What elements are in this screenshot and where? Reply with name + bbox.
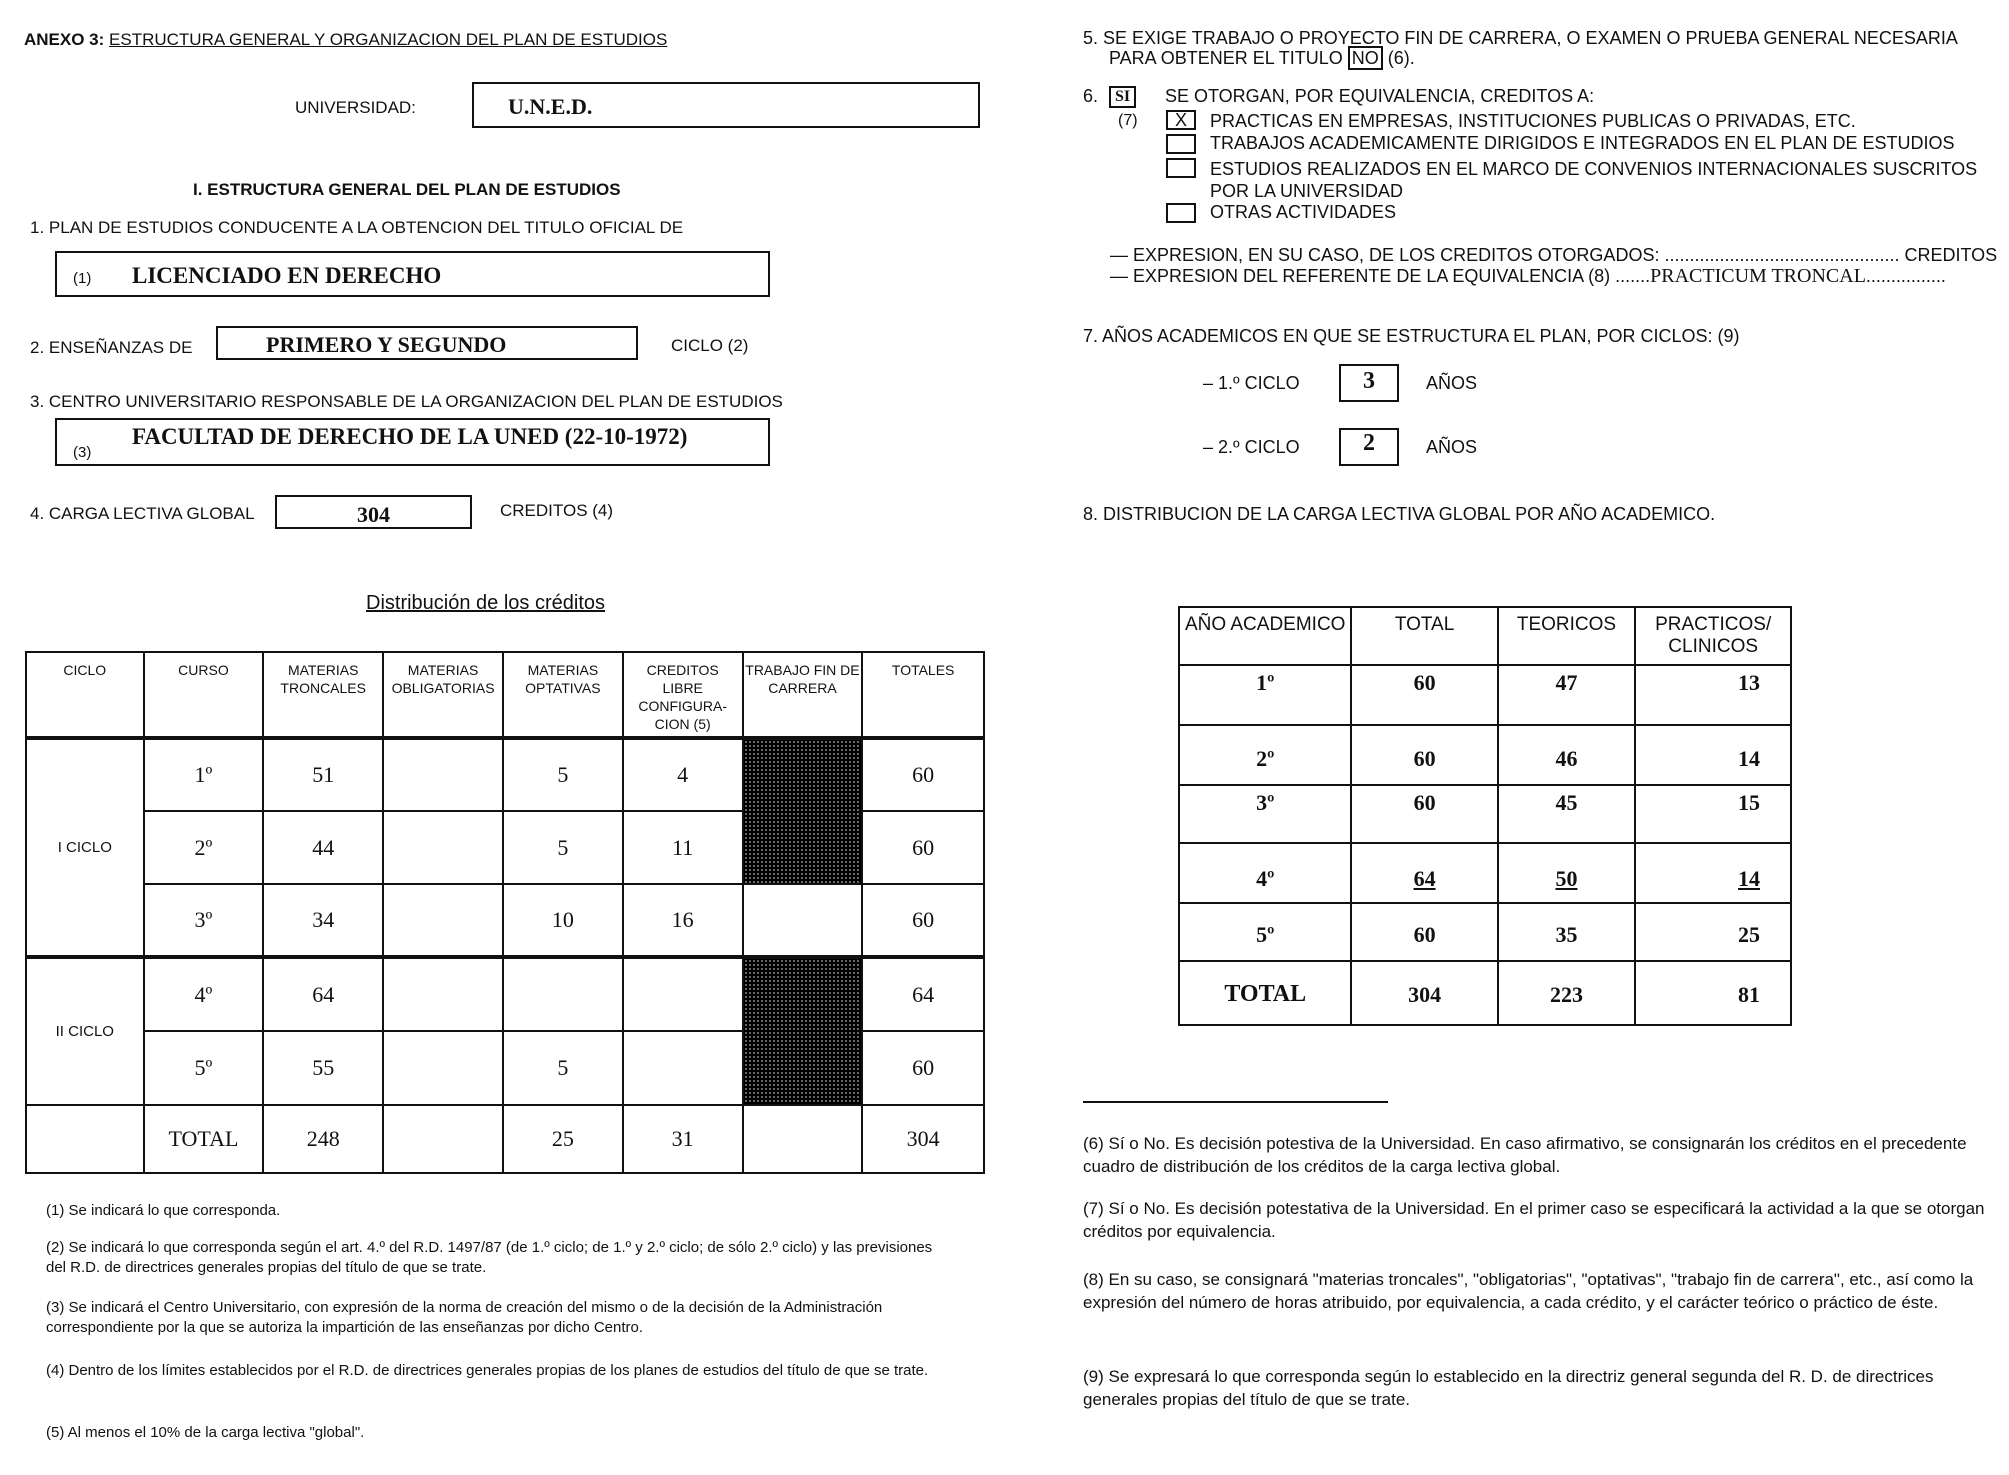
cell-total: 60 (1351, 725, 1497, 785)
dist-h-ciclo: CICLO (26, 652, 144, 738)
cell-libre: 4 (623, 738, 743, 811)
anos-h-teoricos: TEORICOS (1498, 607, 1636, 665)
cell-total: 304 (1351, 961, 1497, 1025)
dist-h-totales: TOTALES (862, 652, 984, 738)
cell-optativas: 25 (503, 1105, 623, 1173)
cell-ano: 3º (1179, 785, 1351, 843)
cell-libre: 16 (623, 884, 743, 957)
table-row (1179, 725, 1791, 785)
cell-ano: TOTAL (1179, 961, 1351, 1025)
cell-curso: 2º (144, 811, 264, 884)
cell-teoricos: 50 (1498, 843, 1636, 903)
cell-troncales: 248 (263, 1105, 383, 1173)
ensenanzas-field (216, 326, 638, 360)
anos-h-total: TOTAL (1351, 607, 1497, 665)
anos-h-ano: AÑO ACADEMICO (1179, 607, 1351, 665)
option-estudios: ESTUDIOS REALIZADOS EN EL MARCO DE CONVENIOS INTERNACIONALES SUSCRITOS POR LA UNIVERSIDAD (1210, 159, 1978, 201)
cell-troncales: 51 (263, 738, 383, 811)
note-left-5: (5) Al menos el 10% de la carga lectiva "global". (46, 1424, 365, 1441)
dist-header-row (26, 652, 984, 738)
cell-optativas: 5 (503, 738, 623, 811)
item5-value: NO (1348, 46, 1383, 70)
checkbox-otras (1166, 203, 1196, 223)
cell-troncales: 55 (263, 1031, 383, 1105)
dist-title: Distribución de los créditos (366, 592, 605, 614)
note-right-9: (9) Se expresará lo que corresponda según lo establecido en la directriz general segunda del R. D. de directrices generales propias del título de que se trate. (1083, 1367, 1934, 1409)
titulo-field (55, 251, 770, 297)
note-left-4: (4) Dentro de los límites establecidos por el R.D. de directrices generales propias de los planes de estudios del título de que se trate. (46, 1362, 929, 1379)
expr-referente-value: PRACTICUM TRONCAL (1650, 265, 1866, 287)
note-left-1: (1) Se indicará lo que corresponda. (46, 1202, 281, 1219)
note-left-2: (2) Se indicará lo que corresponda según el art. 4.º del R.D. 1497/87 (de 1.º ciclo; de 1.º y 2.º ciclo; de sólo 2.º ciclo) y las previsiones del R.D. de directrices generales propias del título de que se trate. (46, 1239, 933, 1276)
section-title: I. ESTRUCTURA GENERAL DEL PLAN DE ESTUDIOS (193, 180, 621, 199)
note-right-7: (7) Sí o No. Es decisión potestativa de la Universidad. En el primer caso se especificará la actividad a la que se otorgan créditos por equivalencia. (1083, 1199, 1985, 1241)
centro-ref: (3) (73, 444, 92, 461)
footnote-divider (1083, 1101, 1388, 1103)
cell-totales: 60 (862, 884, 984, 957)
cell-obligatorias (383, 1031, 503, 1105)
cell-practicos: 14 (1635, 725, 1791, 785)
cell-libre: 11 (623, 811, 743, 884)
cell-ano: 4º (1179, 843, 1351, 903)
cell-ano: 5º (1179, 903, 1351, 961)
table-row (1179, 843, 1791, 903)
ciclo1-years (1339, 364, 1399, 402)
ciclo1-label: – 1.º CICLO (1203, 373, 1300, 393)
cell-obligatorias (383, 738, 503, 811)
item4-suffix: CREDITOS (4) (500, 501, 614, 520)
option-trabajos: TRABAJOS ACADEMICAMENTE DIRIGIDOS E INTEGRADOS EN EL PLAN DE ESTUDIOS (1210, 133, 1955, 153)
centro-value: FACULTAD DE DERECHO DE LA UNED (22-10-1972) (132, 424, 688, 449)
checkbox-trabajos (1166, 134, 1196, 154)
carga-value: 304 (357, 502, 390, 527)
cell-curso: 1º (144, 738, 264, 811)
expr-creditos: — EXPRESION, EN SU CASO, DE LOS CREDITOS OTORGADOS: ............................................... CREDITOS (1110, 245, 1998, 265)
anexo-title: ESTRUCTURA GENERAL Y ORGANIZACION DEL PLAN DE ESTUDIOS (109, 30, 668, 49)
table-total-row (1179, 961, 1791, 1025)
cell-total: 60 (1351, 903, 1497, 961)
ciclo2-years (1339, 428, 1399, 466)
item5-line1: 5. SE EXIGE TRABAJO O PROYECTO FIN DE CARRERA, O EXAMEN O PRUEBA GENERAL NECESARIA (1083, 28, 1958, 48)
cell-practicos: 14 (1635, 843, 1791, 903)
cell-total-label: TOTAL (144, 1105, 264, 1173)
titulo-value: LICENCIADO EN DERECHO (132, 263, 442, 288)
ciclo2-value: 2 (1363, 430, 1375, 456)
cell-practicos: 25 (1635, 903, 1791, 961)
cell-optativas: 5 (503, 811, 623, 884)
anexo-label: ANEXO 3: (24, 30, 105, 49)
cell-totales: 64 (862, 957, 984, 1031)
table-row (26, 884, 984, 957)
dist-h-trabajo: TRABAJO FIN DE CARRERA (743, 652, 863, 738)
table-total-row (26, 1105, 984, 1173)
dist-h-troncales: MATERIAS TRONCALES (263, 652, 383, 738)
universidad-value: U.N.E.D. (508, 94, 593, 119)
cell-totales: 60 (862, 811, 984, 884)
item7-text: 7. AÑOS ACADEMICOS EN QUE SE ESTRUCTURA EL PLAN, POR CICLOS: (9) (1083, 326, 1740, 346)
cell-libre (623, 1031, 743, 1105)
cell-obligatorias (383, 957, 503, 1031)
cell-totales: 304 (862, 1105, 984, 1173)
table-row (26, 738, 984, 811)
cell-totales: 60 (862, 738, 984, 811)
cell-libre: 31 (623, 1105, 743, 1173)
cell-curso: 5º (144, 1031, 264, 1105)
checkbox-practicas: X (1166, 110, 1196, 130)
cell-teoricos: 46 (1498, 725, 1636, 785)
cell-trabajo-shaded (743, 957, 863, 1105)
table-row (26, 957, 984, 1031)
cell-ano: 1º (1179, 665, 1351, 725)
item3-text: 3. CENTRO UNIVERSITARIO RESPONSABLE DE LA ORGANIZACION DEL PLAN DE ESTUDIOS (30, 392, 783, 411)
titulo-ref: (1) (73, 270, 92, 287)
cell-teoricos: 45 (1498, 785, 1636, 843)
distribucion-table (25, 651, 985, 1174)
table-row (1179, 665, 1791, 725)
item1-text: 1. PLAN DE ESTUDIOS CONDUCENTE A LA OBTENCION DEL TITULO OFICIAL DE (30, 218, 684, 237)
anos-header-row (1179, 607, 1791, 665)
checkbox-estudios (1166, 158, 1196, 178)
item5-label: PARA OBTENER EL TITULO (1109, 48, 1343, 68)
cell-practicos: 81 (1635, 961, 1791, 1025)
cell-practicos: 15 (1635, 785, 1791, 843)
universidad-field (472, 82, 980, 128)
dist-h-obligatorias: MATERIAS OBLIGATORIAS (383, 652, 503, 738)
cell-trabajo (743, 884, 863, 957)
item8-text: 8. DISTRIBUCION DE LA CARGA LECTIVA GLOBAL POR AÑO ACADEMICO. (1083, 504, 1716, 524)
table-row (1179, 903, 1791, 961)
ciclo-2: II CICLO (26, 957, 144, 1105)
cell-empty (26, 1105, 144, 1173)
cell-practicos: 13 (1635, 665, 1791, 725)
ciclo-1: I CICLO (26, 738, 144, 957)
item6-label: SE OTORGAN, POR EQUIVALENCIA, CREDITOS A: (1165, 86, 1595, 106)
expr-referente: — EXPRESION DEL REFERENTE DE LA EQUIVALENCIA (8) .......PRACTICUM TRONCAL................ (1110, 265, 1946, 287)
carga-field (275, 495, 472, 529)
anos-h-practicos: PRACTICOS/ CLINICOS (1635, 607, 1791, 665)
ciclo2-label: – 2.º CICLO (1203, 437, 1300, 457)
ciclo1-unit: AÑOS (1426, 373, 1478, 393)
cell-troncales: 44 (263, 811, 383, 884)
item4-label: 4. CARGA LECTIVA GLOBAL (30, 504, 255, 523)
note-right-6: (6) Sí o No. Es decisión potestiva de la Universidad. En caso afirmativo, se consignarán los créditos en el precedente cuadro de distribución de los créditos de la carga lectiva global. (1083, 1134, 1967, 1176)
anexo-heading (24, 30, 667, 50)
anos-table (1178, 606, 1792, 1026)
item6-num: 6. (1083, 86, 1099, 106)
expr-referente-label: — EXPRESION DEL REFERENTE DE LA EQUIVALENCIA (8) ....... (1110, 266, 1651, 286)
ensenanzas-value: PRIMERO Y SEGUNDO (266, 332, 507, 357)
item5-line2 (1109, 48, 1415, 69)
cell-optativas (503, 957, 623, 1031)
table-row (1179, 785, 1791, 843)
cell-curso: 4º (144, 957, 264, 1031)
option-practicas: PRACTICAS EN EMPRESAS, INSTITUCIONES PUBLICAS O PRIVADAS, ETC. (1210, 111, 1856, 131)
cell-teoricos: 223 (1498, 961, 1636, 1025)
cell-curso: 3º (144, 884, 264, 957)
note-left-3: (3) Se indicará el Centro Universitario, con expresión de la norma de creación del mismo o de la decisión de la Administración correspondiente por la que se autoriza la impartición de las enseñanzas por dicho Centro. (46, 1299, 883, 1336)
cell-obligatorias (383, 811, 503, 884)
cell-total: 64 (1351, 843, 1497, 903)
cell-optativas: 10 (503, 884, 623, 957)
ciclo1-value: 3 (1363, 368, 1375, 394)
cell-troncales: 34 (263, 884, 383, 957)
universidad-label: UNIVERSIDAD: (295, 98, 416, 117)
cell-trabajo-shaded (743, 738, 863, 884)
item6-value: SI (1109, 86, 1136, 108)
item2-suffix: CICLO (2) (671, 336, 749, 355)
cell-teoricos: 35 (1498, 903, 1636, 961)
cell-optativas: 5 (503, 1031, 623, 1105)
cell-trabajo (743, 1105, 863, 1173)
note-right-8: (8) En su caso, se consignará "materias troncales", "obligatorias", "optativas", "trabajo fin de carrera", etc., así como la expresión del número de horas atribuido, por equivalencia, a cada crédito, y el carácter teórico o práctico de éste. (1083, 1270, 1974, 1312)
cell-totales: 60 (862, 1031, 984, 1105)
item6-ref: (7) (1118, 112, 1138, 129)
cell-total: 60 (1351, 665, 1497, 725)
item2-label: 2. ENSEÑANZAS DE (30, 338, 193, 357)
dist-h-curso: CURSO (144, 652, 264, 738)
dist-h-libre: CREDITOS LIBRE CONFIGURA-CION (5) (623, 652, 743, 738)
cell-total: 60 (1351, 785, 1497, 843)
cell-obligatorias (383, 1105, 503, 1173)
centro-field (55, 418, 770, 466)
cell-teoricos: 47 (1498, 665, 1636, 725)
item5-ref: (6). (1387, 48, 1415, 68)
dist-h-optativas: MATERIAS OPTATIVAS (503, 652, 623, 738)
cell-ano: 2º (1179, 725, 1351, 785)
cell-libre (623, 957, 743, 1031)
cell-obligatorias (383, 884, 503, 957)
option-otras: OTRAS ACTIVIDADES (1210, 202, 1397, 222)
cell-troncales: 64 (263, 957, 383, 1031)
ciclo2-unit: AÑOS (1426, 437, 1478, 457)
